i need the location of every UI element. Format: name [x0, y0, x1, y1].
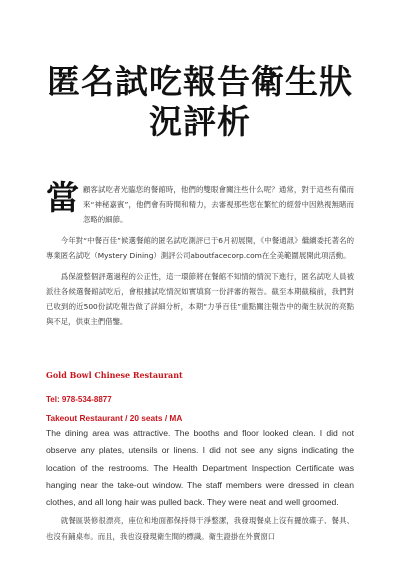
review-chinese: 就餐區裝修很漂亮，座位和地面都保持得干淨整潔，我發現餐桌上沒有擺放碟子、餐具、也沒有鋪桌布。而且，我也沒發現衛生間的標識。衛生證掛在外賣窗口 [46, 516, 354, 542]
intro-paragraph-2: 今年對“中餐百佳”候選餐館的匿名試吃測評已于6月初展開，《中餐通訊》繼續委托著名的專業匿名試吃（Mystery Dining）測評公司aboutfacecorp.com在全美範圍展開此項活動。 [46, 236, 354, 260]
restaurant-subtitle: Takeout Restaurant / 20 seats / MA [46, 413, 183, 423]
intro-paragraph-1 [46, 178, 354, 227]
drop-cap: 當 [46, 178, 79, 217]
review-english: The dining area was attractive. The booths and floor looked clean. I did not observe any plates, utensils or linens. I did not see any signs indicating the location of the restrooms. The Health Department Inspection Certificate was hanging near the take-out window. The staff members were dressed in clean clothes, and all long hair was pulled back. They were neat and well groomed. [46, 428, 354, 508]
restaurant-section [46, 370, 354, 545]
restaurant-name: Gold Bowl Chinese Restaurant [46, 370, 183, 380]
article-title: 匿名試吃報告衛生狀況評析 [47, 62, 353, 141]
intro-paragraph-1-text: 顧客試吃者光臨您的餐館時，他們的雙眼會關注些什么呢？通常，對于這些有備而來“神秘嘉賓”，他們會有時間和精力，去審視那些您在繁忙的經營中因熟視無睹而忽略的細節。 [83, 185, 354, 224]
intro-paragraph-3: 爲保證整個評選過程的公正性，這一環節將在餐館不知情的情況下進行，匿名試吃人員被派往各候選餐館試吃后，會根據試吃情況如實填寫一份評審的報告。截至本期截稿前，我們對已收到的近500份試吃報告做了詳細分析，本期“力爭百佳”重點關注報告中的衛生狀況的亮點與不足，供東主們借鑒。 [46, 272, 354, 326]
article-intro [46, 178, 354, 329]
restaurant-phone: Tel: 978-534-8877 [46, 395, 112, 404]
